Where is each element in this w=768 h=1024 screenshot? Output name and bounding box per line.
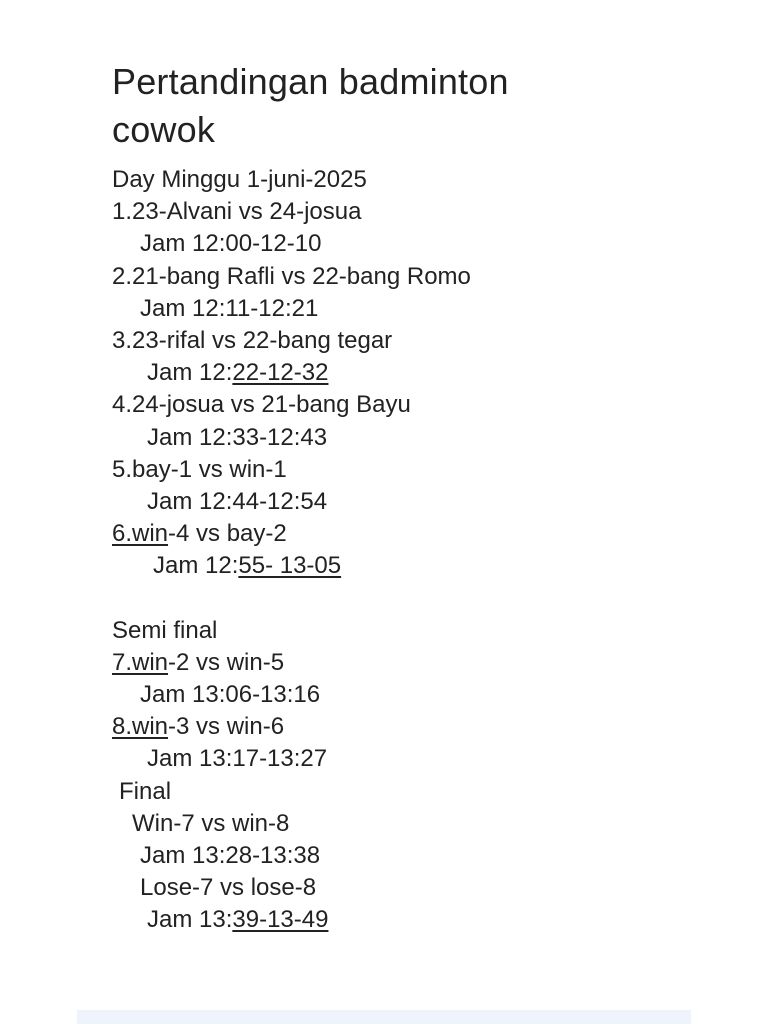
match-6 (112, 518, 712, 550)
semi-final-2 (112, 711, 712, 743)
semi-final-1-rest: -2 vs win-5 (168, 648, 285, 676)
final-heading: Final (119, 777, 172, 805)
match-4: 4.24-josua vs 21-bang Bayu (112, 391, 411, 419)
third-place-time (112, 904, 712, 936)
bottom-toolbar-edge (77, 1010, 691, 1024)
semi-final-1 (112, 647, 712, 679)
match-3: 3.23-rifal vs 22-bang tegar (112, 326, 393, 354)
match-6-rest: -4 vs bay-2 (168, 520, 287, 548)
day-line: Day Minggu 1-juni-2025 (112, 166, 367, 193)
title-line-2: cowok (112, 109, 216, 150)
match-3-time (112, 357, 712, 389)
match-1: 1.23-Alvani vs 24-josua (112, 198, 362, 226)
match-6-time-underlined: 55- 13-05 (238, 552, 342, 580)
match-3-time-underlined: 22-12-32 (232, 359, 329, 387)
spacer (112, 582, 712, 614)
semi-final-2-time: Jam 13:17-13:27 (147, 745, 328, 773)
third-place-time-underlined: 39-13-49 (232, 906, 329, 934)
match-5: 5.bay-1 vs win-1 (112, 455, 287, 483)
third-place-time-prefix: Jam 13: (147, 906, 233, 934)
third-place-match: Lose-7 vs lose-8 (140, 874, 317, 902)
semi-final-1-link[interactable]: 7.win (112, 648, 169, 676)
match-5-time: Jam 12:44-12:54 (147, 487, 328, 515)
match-3-time-prefix: Jam 12: (147, 359, 233, 387)
semi-final-heading: Semi final (112, 616, 218, 644)
final-time: Jam 13:28-13:38 (140, 841, 321, 869)
final-match: Win-7 vs win-8 (132, 809, 290, 837)
match-6-link[interactable]: 6.win (112, 520, 169, 548)
page-title (112, 58, 712, 154)
document-body (112, 58, 712, 937)
semi-final-2-rest: -3 vs win-6 (168, 713, 285, 741)
semi-final-1-time: Jam 13:06-13:16 (140, 681, 321, 708)
match-6-time (112, 550, 712, 582)
match-2: 2.21-bang Rafli vs 22-bang Romo (112, 262, 471, 290)
title-line-1: Pertandingan badminton (112, 61, 509, 102)
match-6-time-prefix: Jam 12: (153, 552, 239, 580)
match-1-time: Jam 12:00-12-10 (140, 230, 322, 258)
match-4-time: Jam 12:33-12:43 (147, 423, 328, 451)
semi-final-2-link[interactable]: 8.win (112, 713, 169, 741)
match-2-time: Jam 12:11-12:21 (140, 294, 319, 322)
